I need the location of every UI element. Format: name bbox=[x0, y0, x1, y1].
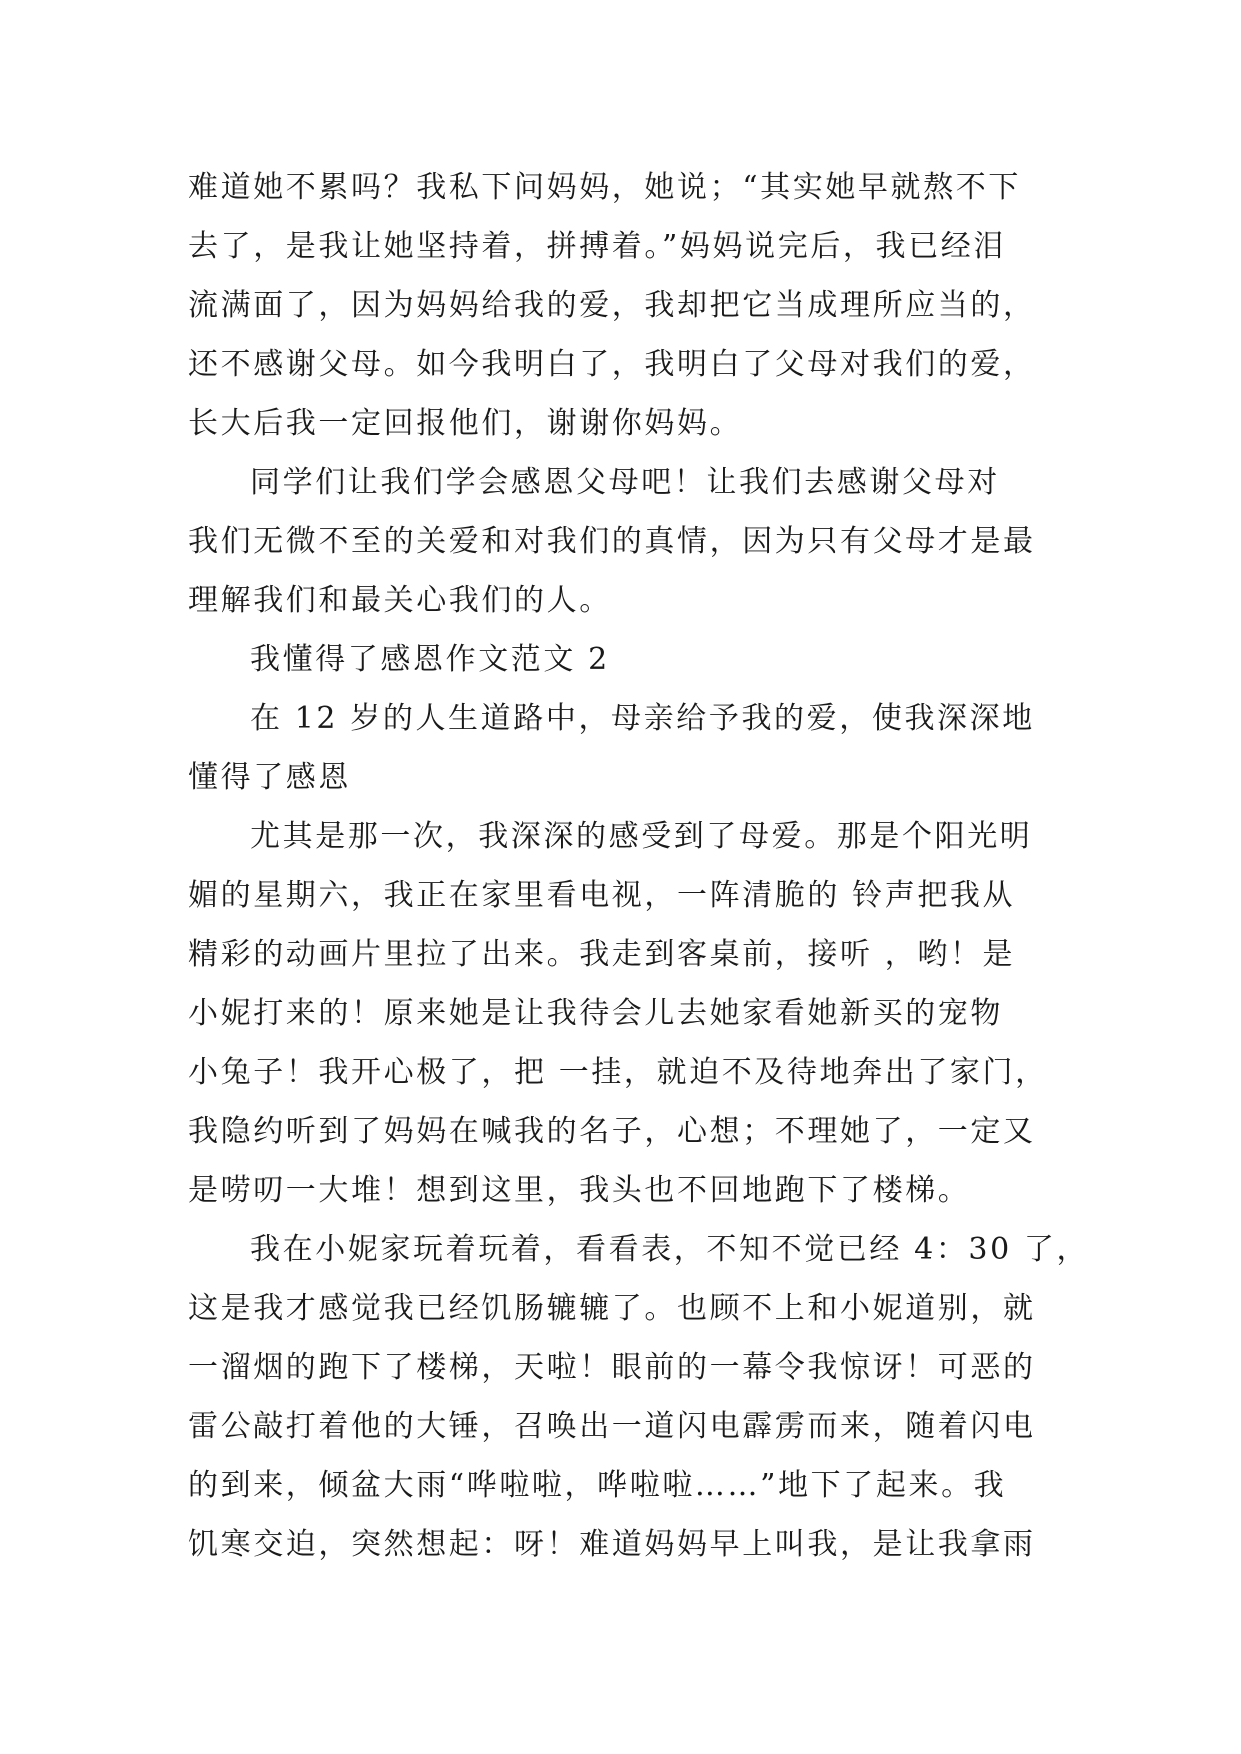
paragraph-start-line: 尤其是那一次，我深深的感受到了母爱。那是个阳光明 bbox=[250, 819, 1033, 854]
text-line: 一溜烟的跑下了楼梯，天啦！眼前的一幕令我惊讶！可恶的 bbox=[188, 1350, 1036, 1385]
text-line: 我们无微不至的关爱和对我们的真情，因为只有父母才是最 bbox=[188, 524, 1036, 559]
text-line: 的到来，倾盆大雨“哗啦啦，哗啦啦……”地下了起来。我 bbox=[188, 1468, 1007, 1503]
paragraph-start-line: 同学们让我们学会感恩父母吧！让我们去感谢父母对 bbox=[250, 465, 1000, 500]
text-line: 难道她不累吗？我私下问妈妈，她说；“其实她早就熬不下 bbox=[188, 170, 1021, 205]
text-line: 懂得了感恩 bbox=[188, 760, 351, 795]
text-line: 媚的星期六，我正在家里看电视，一阵清脆的 铃声把我从 bbox=[188, 878, 1016, 913]
text-line: 雷公敲打着他的大锤，召唤出一道闪电霹雳而来，随着闪电 bbox=[188, 1409, 1036, 1444]
text-line: 这是我才感觉我已经饥肠辘辘了。也顾不上和小妮道别，就 bbox=[188, 1291, 1036, 1326]
section-heading: 我懂得了感恩作文范文 2 bbox=[250, 642, 610, 677]
text-line: 是唠叨一大堆！想到这里，我头也不回地跑下了楼梯。 bbox=[188, 1173, 971, 1208]
text-line: 理解我们和最关心我们的人。 bbox=[188, 583, 612, 618]
paragraph-start-line: 我在小妮家玩着玩着，看看表，不知不觉已经 4：30 了， bbox=[250, 1232, 1090, 1267]
paragraph-start-line: 在 12 岁的人生道路中，母亲给予我的爱，使我深深地 bbox=[250, 701, 1035, 736]
text-line: 还不感谢父母。如今我明白了，我明白了父母对我们的爱， bbox=[188, 347, 1036, 382]
text-line: 流满面了，因为妈妈给我的爱，我却把它当成理所应当的， bbox=[188, 288, 1036, 323]
text-line: 去了，是我让她坚持着，拼搏着。”妈妈说完后，我已经泪 bbox=[188, 229, 1006, 264]
text-line: 长大后我一定回报他们，谢谢你妈妈。 bbox=[188, 406, 743, 441]
essay-text bbox=[188, 158, 1090, 1574]
text-line: 精彩的动画片里拉了出来。我走到客桌前，接听 ，哟！是 bbox=[188, 937, 1016, 972]
text-line: 饥寒交迫，突然想起：呀！难道妈妈早上叫我，是让我拿雨 bbox=[188, 1527, 1036, 1562]
text-line: 我隐约听到了妈妈在喊我的名子，心想；不理她了，一定又 bbox=[188, 1114, 1036, 1149]
text-line: 小妮打来的！原来她是让我待会儿去她家看她新买的宠物 bbox=[188, 996, 1003, 1031]
text-line: 小兔子！我开心极了，把 一挂，就迫不及待地奔出了家门， bbox=[188, 1055, 1048, 1090]
